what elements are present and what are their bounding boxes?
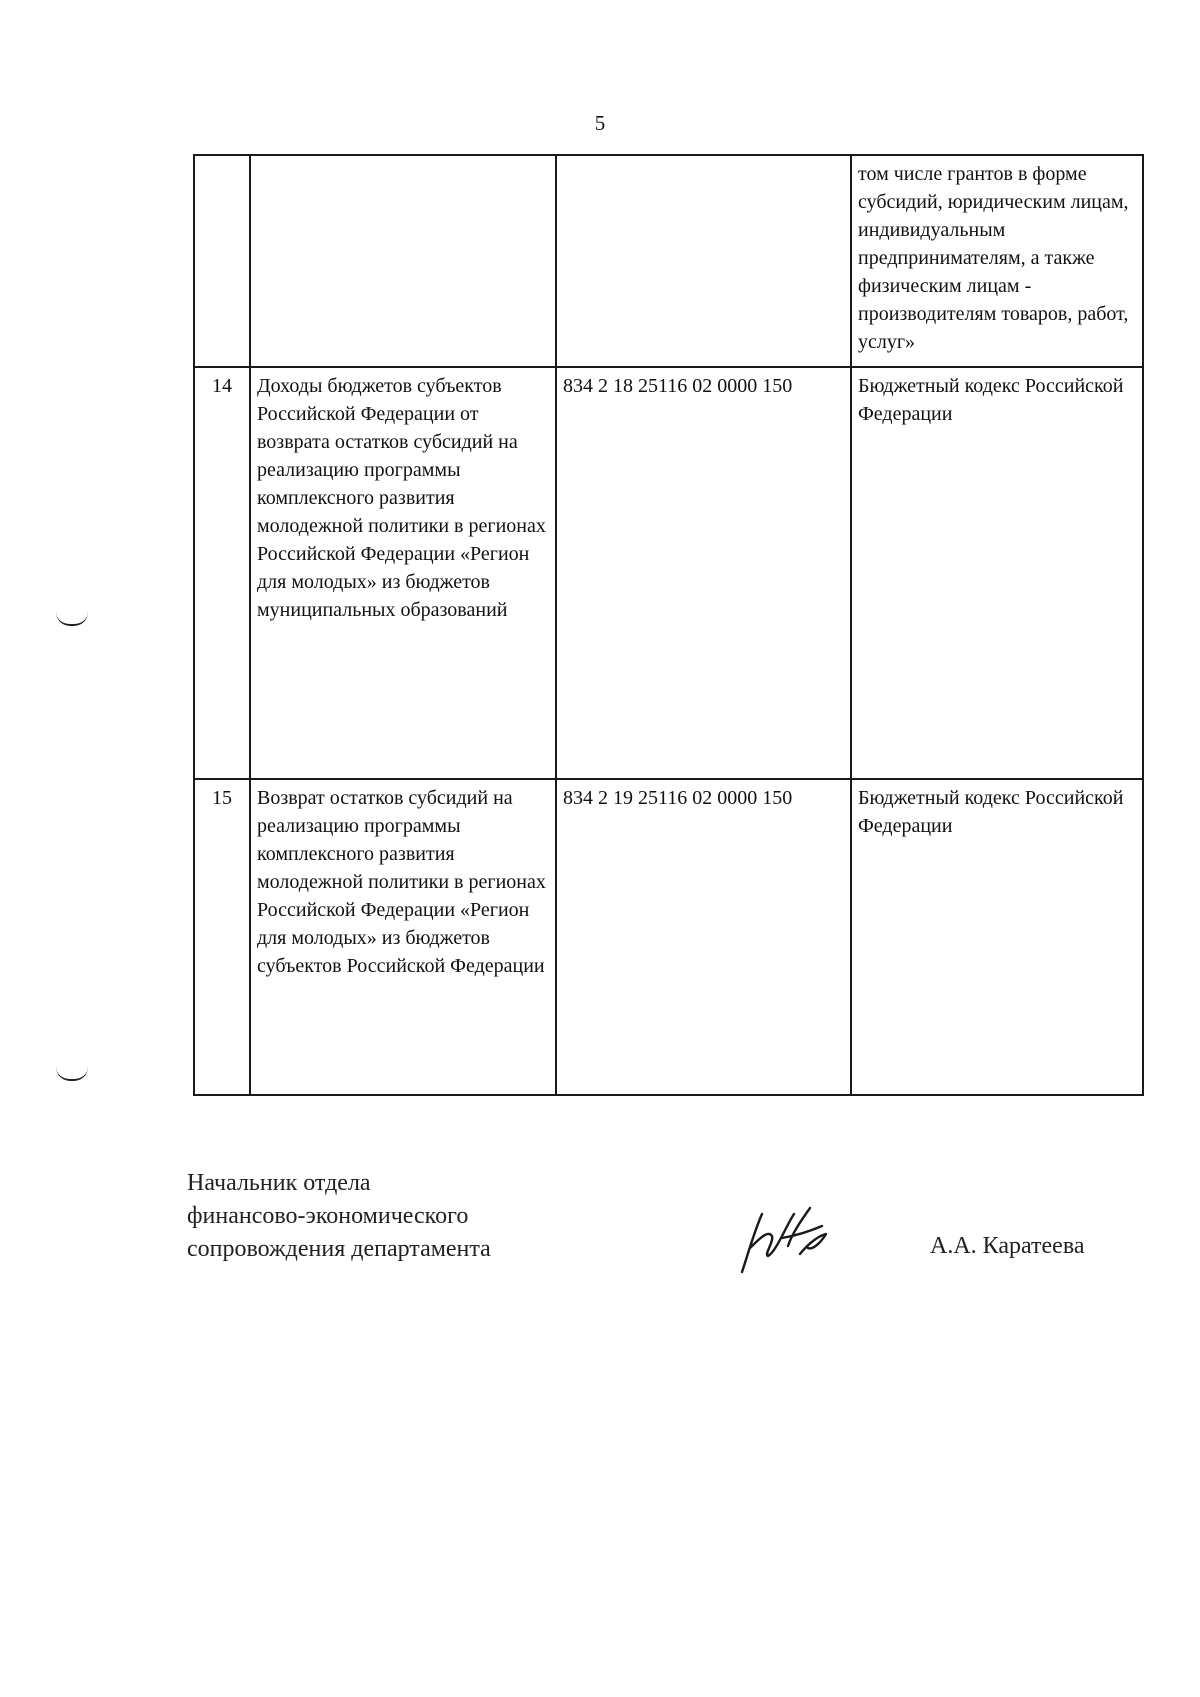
signatory-title-line: сопровождения департамента <box>187 1236 491 1262</box>
row-number: 14 <box>194 367 250 779</box>
table-row <box>194 779 1143 1095</box>
budget-code <box>556 155 851 367</box>
signatory-title-line: Начальник отдела <box>187 1170 371 1196</box>
row-number: 15 <box>194 779 250 1095</box>
legal-basis: Бюджетный кодекс Российской Федерации <box>851 779 1143 1095</box>
binding-hole-mark <box>56 1067 88 1081</box>
income-name: Возврат остатков субсидий на реализацию программы комплексного развития молодежной политики в регионах Российской Федерации «Регион для молодых» из бюджетов субъектов Российской Федерации <box>250 779 556 1095</box>
legal-basis: Бюджетный кодекс Российской Федерации <box>851 367 1143 779</box>
budget-code: 834 2 19 25116 02 0000 150 <box>556 779 851 1095</box>
income-name <box>250 155 556 367</box>
binding-hole-mark <box>56 612 88 626</box>
legal-basis: том числе грантов в форме субсидий, юридическим лицам, индивидуальным предпринимателям, а также физическим лицам - производителям товаров, работ, услуг» <box>851 155 1143 367</box>
signatory-title <box>187 1167 491 1266</box>
table-row <box>194 367 1143 779</box>
table-row <box>194 155 1143 367</box>
income-codes-table <box>193 154 1144 1096</box>
signatory-title-line: финансово-экономического <box>187 1203 469 1229</box>
budget-code: 834 2 18 25116 02 0000 150 <box>556 367 851 779</box>
row-number <box>194 155 250 367</box>
page-number: 5 <box>594 111 606 135</box>
income-name: Доходы бюджетов субъектов Российской Федерации от возврата остатков субсидий на реализацию программы комплексного развития молодежной политики в регионах Российской Федерации «Регион для молодых» из бюджетов муниципальных образований <box>250 367 556 779</box>
handwritten-signature <box>730 1196 840 1276</box>
signer-name: А.А. Каратеева <box>930 1233 1085 1259</box>
